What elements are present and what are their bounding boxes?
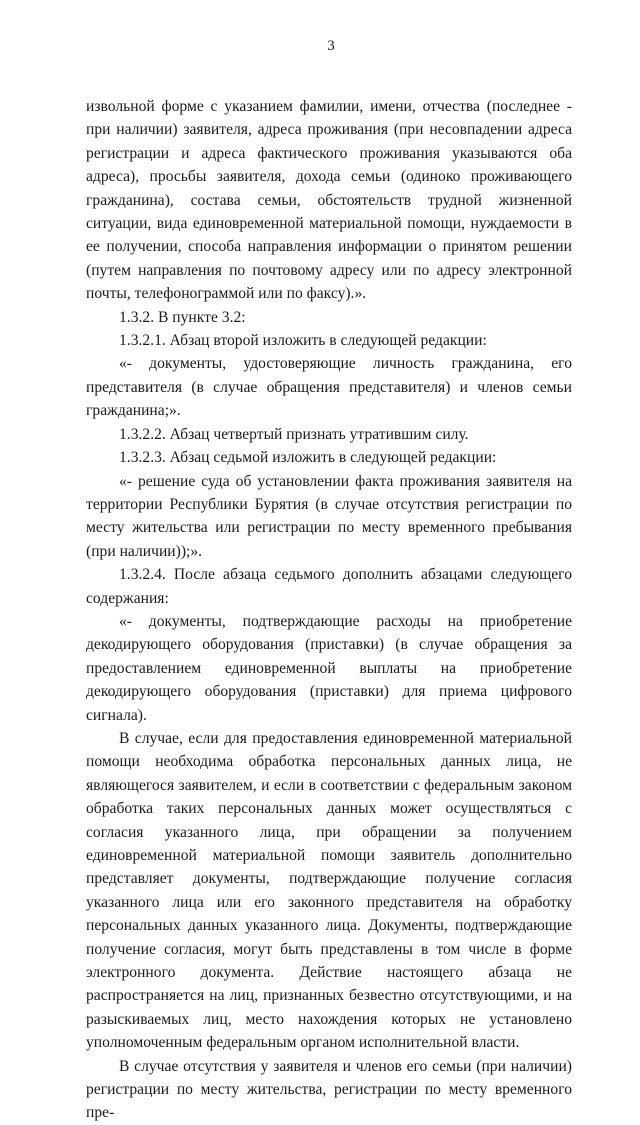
paragraph-personal-data-consent: В случае, если для предоставления единовременной материальной помощи необходима обработка персональных данных лица, не являющегося заявителем, и если в соответствии с федеральным законом обработка таких персональных данных может осуществляться с согласия указанного лица, при обращении за получением единовременной материальной помощи заявитель дополнительно представляет документы, подтверждающие получение согласия указанного лица или его законного представителя на обработку персональных данных указанного лица. Документы, подтверждающие получение согласия, могут быть представлены в том числе в форме электронного документа. Действие настоящего абзаца не распространяется на лиц, признанных безвестно отсутствующими, и на разыскиваемых лиц, место нахождения которых не установлено уполномоченным федеральным органом исполнительной власти. — [86, 729, 572, 1052]
paragraph-application-form-details: извольной форме с указанием фамилии, имени, отчества (последнее - при наличии) заявителя, адреса проживания (при несовпадении адреса регистрации и адреса фактического проживания указываются оба адреса), просьбы заявителя, дохода семьи (одиноко проживающего гражданина), состава семьи, обстоятельств трудной жизненной ситуации, вида единовременной материальной помощи, нуждаемости в ее получении, способа направления информации о принятом решении (путем направления по почтовому адресу или по адресу электронной почты, телефонограммой или по факсу).». — [86, 98, 572, 303]
paragraph-clause-1-3-2-4: 1.3.2.4. После абзаца седьмого дополнить абзацами следующего содержания: — [86, 566, 572, 607]
paragraph-clause-1-3-2-3: 1.3.2.3. Абзац седьмой изложить в следующей редакции: — [119, 449, 497, 467]
paragraph-clause-1-3-2-1: 1.3.2.1. Абзац второй изложить в следующей редакции: — [119, 332, 487, 350]
paragraph-no-registration: В случае отсутствия у заявителя и членов его семьи (при наличии) регистрации по месту жительства, регистрации по месту временного пре- — [86, 1057, 572, 1122]
page-number: 3 — [327, 38, 335, 54]
paragraph-court-decision: «- решение суда об установлении факта проживания заявителя на территории Республики Бурятия (в случае отсутствия регистрации по месту жительства или регистрации по месту временного пребывания (при наличии));». — [86, 472, 572, 560]
paragraph-clause-1-3-2-2: 1.3.2.2. Абзац четвертый признать утратившим силу. — [119, 425, 469, 443]
paragraph-identity-documents: «- документы, удостоверяющие личность гражданина, его представителя (в случае обращения представителя) и членов семьи гражданина;». — [86, 355, 572, 420]
paragraph-decoder-expenses: «- документы, подтверждающие расходы на приобретение декодирующего оборудования (приставки) (в случае обращения за предоставлением единовременной выплаты на приобретение декодирующего оборудования (приставки) для приема цифрового сигнала). — [86, 612, 572, 724]
paragraph-clause-1-3-2: 1.3.2. В пункте 3.2: — [119, 308, 246, 326]
